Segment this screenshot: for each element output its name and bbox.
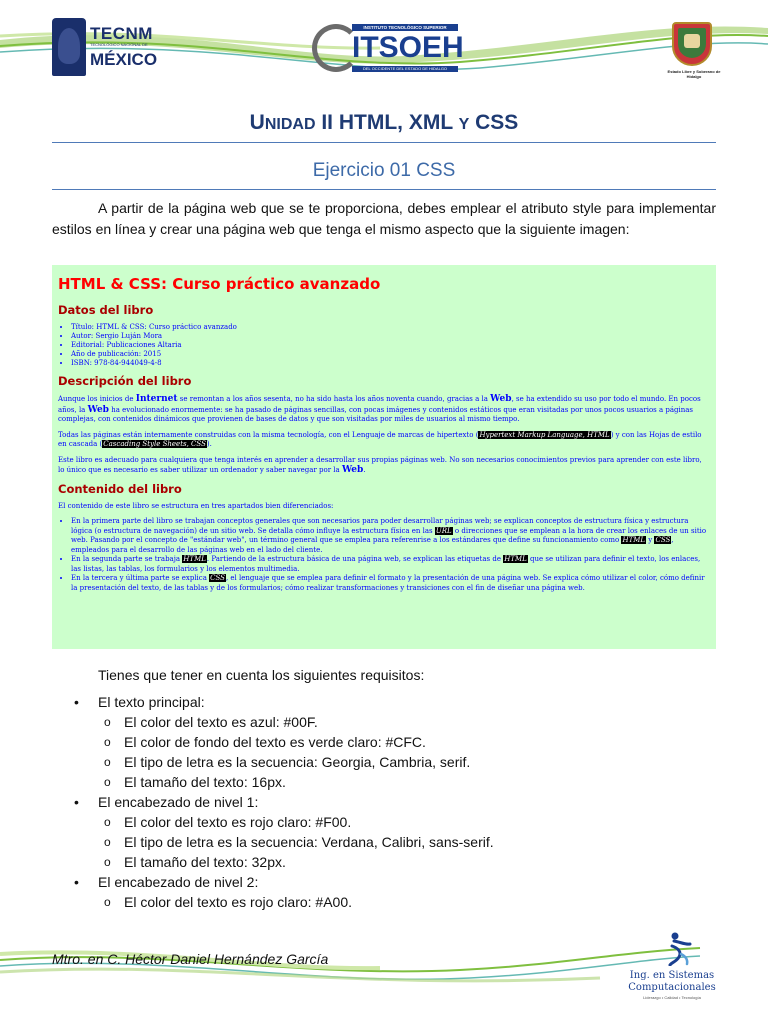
requirement-sublist: [98, 712, 716, 792]
sub-item: [98, 852, 716, 872]
requirement-sublist: [98, 892, 716, 912]
circle-bullet-icon: o: [104, 735, 111, 749]
text-run: Web: [341, 465, 364, 475]
tecnm-line3: MÉXICO: [90, 50, 158, 69]
list-item: • ISBN: 978-84-944049-4-8: [71, 359, 710, 368]
requirement-item: [52, 872, 716, 912]
unit-title-ii: II HTML, XML: [315, 111, 459, 134]
tecnm-emblem-icon: [52, 18, 86, 76]
text-run: Internet: [135, 394, 178, 404]
list-item: [71, 555, 710, 574]
requirement-item: [52, 692, 716, 792]
sub-item: [98, 752, 716, 772]
bullet-icon: •: [74, 874, 79, 890]
text-run: Aunque los inicios de: [58, 395, 136, 403]
list-item: [71, 517, 710, 555]
sub-item-text: El color de fondo del texto es verde claro: #CFC.: [124, 734, 426, 750]
text-run: HTML: [183, 555, 206, 563]
circle-bullet-icon: o: [104, 855, 111, 869]
list-item: • Título: HTML & CSS: Curso práctico avanzado: [71, 323, 710, 332]
text-run: CSS: [210, 574, 225, 582]
text-run: se remontan a los años sesenta, no ha sido hasta los años noventa cuando, gracias a la: [177, 395, 491, 403]
example-paragraph-1: [58, 394, 710, 425]
text-run: HTML: [622, 536, 646, 544]
example-paragraph-4: El contenido de este libro se estructura en tres apartados bien diferenciados:: [58, 501, 334, 510]
itsoeh-top-text: INSTITUTO TECNOLÓGICO SUPERIOR: [352, 24, 458, 31]
circle-bullet-icon: o: [104, 835, 111, 849]
footer-author: Mtro. en C. Héctor Daniel Hernández García: [52, 951, 329, 967]
text-run: ).: [206, 440, 212, 448]
sub-item: [98, 812, 716, 832]
example-content-list: [58, 517, 710, 593]
requirements-intro: Tienes que tener en cuenta los siguientes requisitos:: [98, 667, 425, 683]
requirement-label: El encabezado de nivel 1:: [98, 794, 259, 810]
text-run: y: [646, 536, 655, 544]
text-run: Este libro es adecuado para cualquiera que tenga interés en aprender a desarrollar sus propias páginas web. No son necesarios conocimientos previos para aprender con este libro, lo único que es necesario es saber utilizar un ordenador y saber navegar por la: [58, 455, 702, 474]
text-run: , empleados para el desarrollo de las páginas web en el lado del cliente.: [71, 536, 674, 554]
tecnm-line2: TECNOLÓGICO NACIONAL DE: [90, 42, 148, 47]
requirement-label: El encabezado de nivel 2:: [98, 874, 259, 890]
circle-bullet-icon: o: [104, 755, 111, 769]
isc-logo-line2: Computacionales: [628, 982, 716, 993]
isc-logo-tagline: Liderazgo • Calidad • Tecnología: [643, 995, 701, 1000]
text-run: Cascading Style Sheets, CSS: [103, 440, 206, 448]
example-h2-datos: Datos del libro: [58, 303, 154, 317]
requirement-item: [52, 792, 716, 872]
text-run: .: [363, 466, 366, 474]
example-paragraph-2: [58, 431, 710, 450]
text-run: , el lenguaje que se emplea para definir el formato y la presentación de una página web. Se explica cómo utilizar el color, cómo definir la presentación del texto, de las tablas y de los formularios; cómo realizar transformaciones y transiciones con el fin de diseñar una página web.: [71, 574, 705, 592]
tecnm-logo: [52, 18, 158, 78]
sub-item-text: El tipo de letra es la secuencia: Georgia, Cambria, serif.: [124, 754, 471, 770]
sub-item-text: El color del texto es rojo claro: #A00.: [124, 894, 353, 910]
sub-item-text: El color del texto es rojo claro: #F00.: [124, 814, 352, 830]
requirements-list: [52, 692, 716, 912]
text-run: HTML: [504, 555, 527, 563]
text-run: En la primera parte del libro se trabajan conceptos generales que son necesarios para poder desarrollar páginas web; se explican conceptos de estructura física y estructura lógica (o estructura de navegación) de un sitio web. Se detalla cómo influye la estructura física en las: [71, 517, 689, 535]
example-paragraph-3: [58, 456, 710, 476]
example-page-image: [52, 265, 716, 649]
unit-title-u: U: [249, 111, 265, 134]
example-h2-contenido: Contenido del libro: [58, 481, 182, 496]
text-run: Web: [490, 394, 512, 404]
sub-item: [98, 732, 716, 752]
example-h1: HTML & CSS: Curso práctico avanzado: [58, 275, 381, 293]
exercise-title: Ejercicio 01 CSS: [312, 160, 456, 181]
itsoeh-name: ITSOEH: [352, 31, 464, 64]
text-run: Web: [87, 404, 109, 415]
shield-crest-icon: [672, 22, 712, 66]
text-run: ) y con las Hojas de estilo en cascada (: [58, 430, 702, 448]
text-run: . Partiendo de la estructura básica de una página web, se explican las etiquetas de: [206, 555, 504, 563]
sub-item-text: El tamaño del texto: 16px.: [124, 774, 286, 790]
isc-logo: [612, 932, 732, 1002]
sub-item-text: El tipo de letra es la secuencia: Verdana, Calibri, sans-serif.: [124, 834, 494, 850]
sub-item-text: El tamaño del texto: 32px.: [124, 854, 286, 870]
text-run: Hypertext Markup Language, HTML: [479, 430, 610, 439]
text-run: CSS: [655, 536, 671, 544]
circle-bullet-icon: o: [104, 815, 111, 829]
tecnm-line1: TECNM: [90, 24, 153, 43]
list-item: • Editorial: Publicaciones Altaria: [71, 341, 710, 350]
circle-bullet-icon: o: [104, 715, 111, 729]
unit-title-css: CSS: [469, 111, 519, 134]
sub-item: [98, 712, 716, 732]
runner-figure-icon: [666, 932, 692, 966]
sub-item: [98, 892, 716, 912]
text-run: En la segunda parte se trabaja: [71, 555, 183, 563]
example-h2-descripcion: Descripción del libro: [58, 374, 192, 388]
list-item: • Año de publicación: 2015: [71, 350, 710, 359]
list-item: • Autor: Sergio Luján Mora: [71, 332, 710, 341]
example-datos-list: [58, 323, 710, 368]
unit-title-nidad: NIDAD: [264, 116, 316, 133]
itsoeh-logo: [312, 22, 464, 76]
intro-paragraph: A partir de la página web que se te proporciona, debes emplear el atributo style para implementar estilos en línea y crear una página web que tenga el mismo aspecto que la siguiente imagen:: [52, 200, 716, 237]
circle-bullet-icon: o: [104, 775, 111, 789]
list-item: [71, 574, 710, 593]
bullet-icon: •: [74, 694, 79, 710]
unit-title: [52, 111, 716, 135]
itsoeh-bottom-text: DEL OCCIDENTE DEL ESTADO DE HIDALGO: [352, 66, 458, 72]
unit-title-y: Y: [458, 116, 470, 133]
requirement-label: El texto principal:: [98, 694, 205, 710]
text-run: Todas las páginas están internamente construidas con la misma tecnología, con el Lenguaje de marcas de hipertexto (: [58, 430, 479, 439]
text-run: o direcciones que se emplean a la hora de crear los enlaces de un sitio web. Pasando por el concepto de "estándar web", un término general que se emplea para referenrise a los estándares que define su funcionamiento como: [71, 526, 707, 544]
hidalgo-shield-logo: [666, 22, 721, 88]
text-run: , se ha extendido su uso por todo el mundo. En pocos años, la: [58, 395, 701, 414]
bullet-icon: •: [74, 794, 79, 810]
text-run: En la tercera y última parte se explica: [71, 574, 210, 582]
title-divider: [52, 142, 716, 143]
requirement-sublist: [98, 812, 716, 872]
shield-caption: Estado Libre y Soberano de Hidalgo: [667, 69, 721, 79]
sub-item: [98, 772, 716, 792]
subtitle-divider: [52, 189, 716, 190]
text-run: ha evolucionado enormemente: se ha pasado de páginas sencillas, con pocas imágenes y contenidos estáticos que eran visitadas por unos pocos usuarios a páginas complejas, con contenidos dinámicos que provienen de bases de datos y que son visitadas por miles de usuarios al mismo tiempo.: [58, 405, 694, 423]
sub-item-text: El color del texto es azul: #00F.: [124, 714, 318, 730]
text-run: URL: [435, 526, 452, 535]
sub-item: [98, 832, 716, 852]
isc-logo-line1: Ing. en Sistemas: [629, 970, 715, 981]
text-run: que se utilizan para definir el texto, los enlaces, las listas, las tablas, los formularios y los elementos multimedia.: [71, 555, 701, 573]
circle-bullet-icon: o: [104, 895, 111, 909]
